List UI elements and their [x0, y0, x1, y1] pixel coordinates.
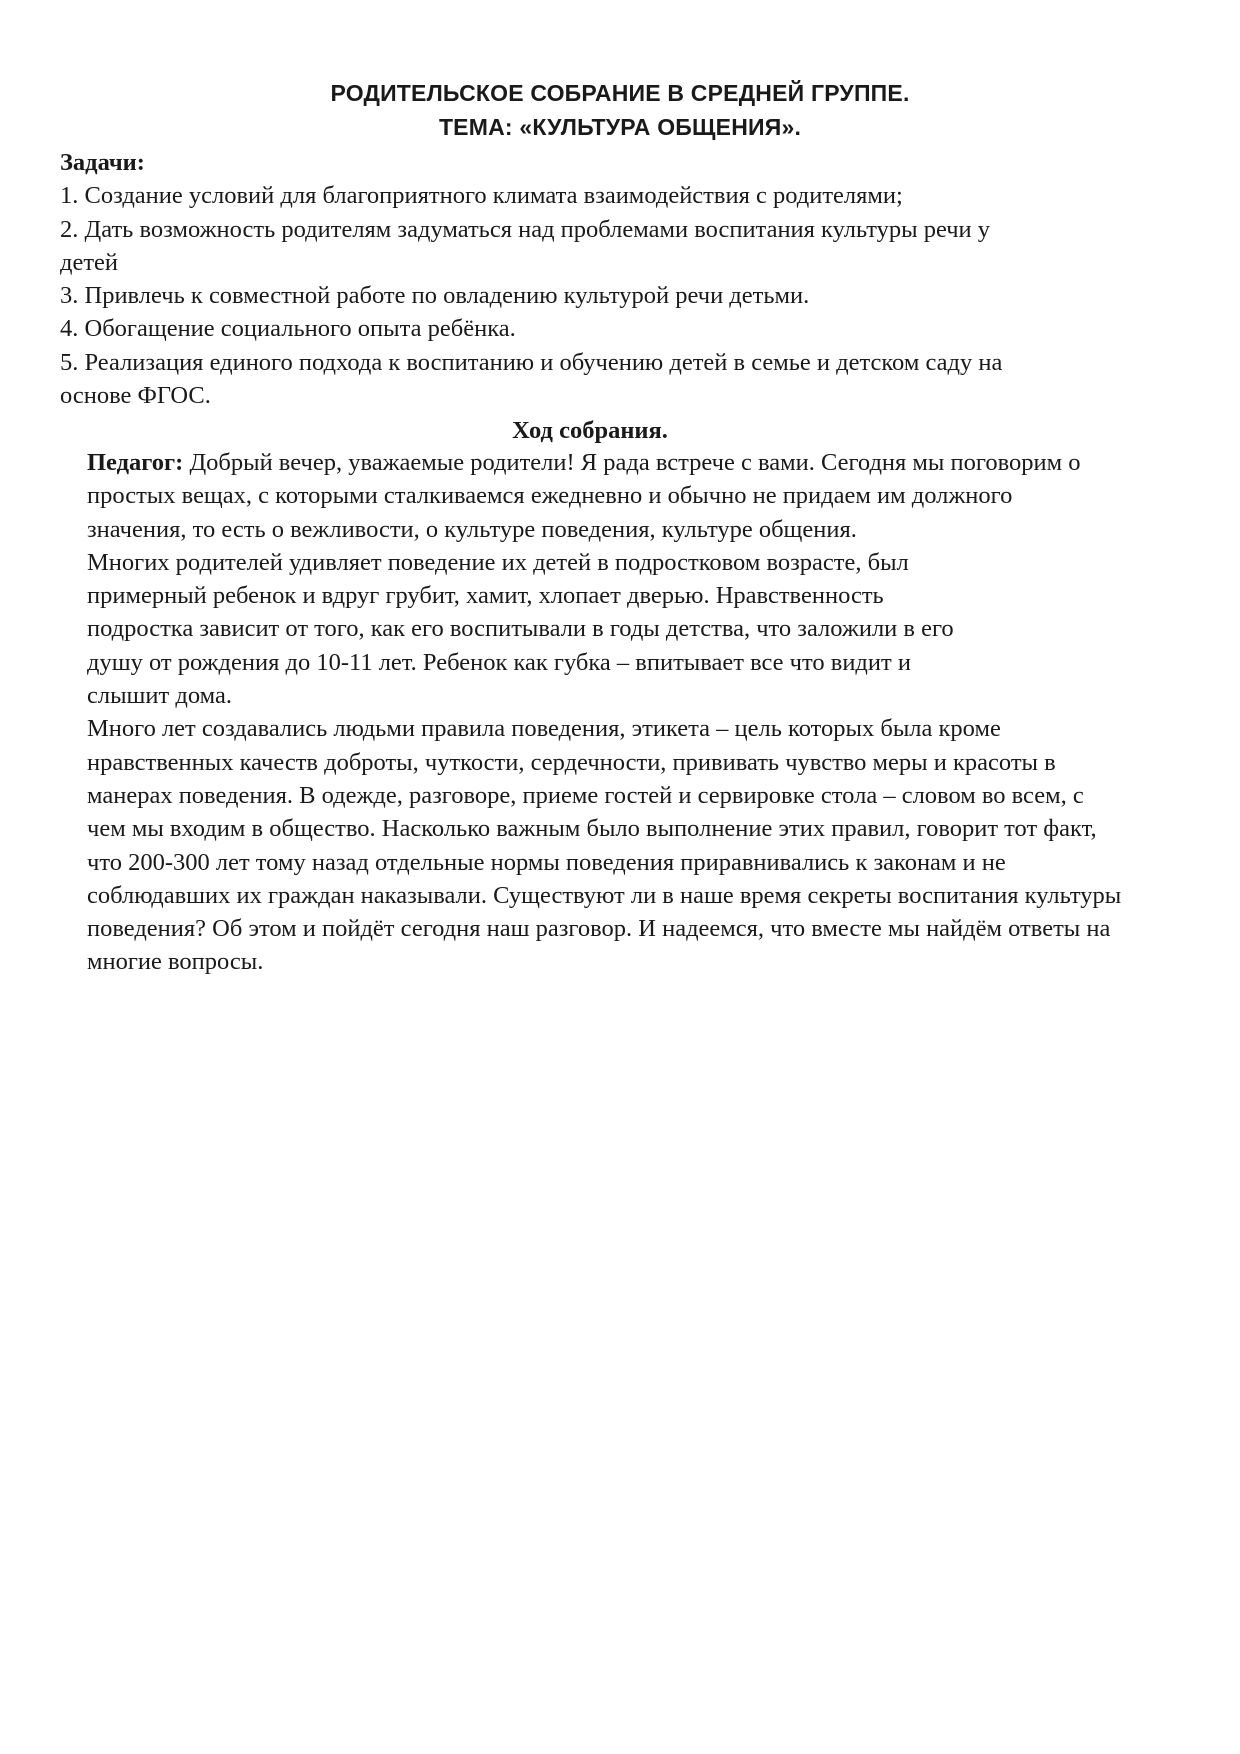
meeting-speech — [87, 446, 1127, 979]
task-item-2 — [60, 213, 1120, 280]
task-text: Создание условий для благоприятного климата взаимодействия с родителями; — [78, 182, 903, 210]
task-number: 5. — [60, 348, 79, 376]
task-text: Обогащение социального опыта ребёнка. — [78, 315, 516, 343]
document-title-line-1: РОДИТЕЛЬСКОЕ СОБРАНИЕ В СРЕДНЕЙ ГРУППЕ. — [330, 80, 910, 106]
speaker-label: Педагог: — [87, 449, 184, 476]
task-text: Привлечь к совместной работе по овладению культурой речи детьми. — [78, 282, 810, 310]
task-number: 1. — [60, 182, 79, 210]
tasks-section — [60, 146, 1120, 448]
task-item-3 — [60, 279, 1120, 312]
task-item-5 — [60, 346, 1120, 413]
task-number: 3. — [60, 282, 79, 310]
task-item-4 — [60, 312, 1120, 345]
task-number: 2. — [60, 215, 79, 243]
speech-paragraph-2: Многих родителей удивляет поведение их детей в подростковом возрасте, был примерный ребенок и вдруг грубит, хамит, хлопает дверью. Нравственность подростка зависит от того, как его воспитывали в годы детства, что заложили в его душу от рождения до 10-11 лет. Ребенок как губка – впитывает все что видит и слышит дома. — [87, 548, 954, 710]
speech-paragraph-1 — [87, 446, 1127, 546]
task-item-1 — [60, 179, 1120, 212]
task-text: Дать возможность родителям задуматься над проблемами воспитания культуры речи у детей — [60, 215, 991, 276]
task-number: 4. — [60, 315, 79, 343]
meeting-heading: Ход собрания. — [512, 417, 668, 445]
tasks-heading: Задачи: — [60, 149, 145, 176]
speech-text: Добрый вечер, уважаемые родители! Я рада встрече с вами. Сегодня мы поговорим о простых вещах, с которыми сталкиваемся ежедневно и обычно не придаем им должного значения, то есть о вежливости, о культуре поведения, культуре общения. — [87, 449, 1081, 543]
document-title-line-2: ТЕМА: «КУЛЬТУРА ОБЩЕНИЯ». — [438, 114, 802, 140]
speech-paragraph-3: Много лет создавались людьми правила поведения, этикета – цель которых была кроме нравственных качеств доброты, чуткости, сердечности, прививать чувство меры и красоты в манерах поведения. В одежде, разговоре, приеме гостей и сервировке стола – словом во всем, с чем мы входим в общество. Насколько важным было выполнение этих правил, говорит тот факт, что 200-300 лет тому назад отдельные нормы поведения приравнивались к законам и не соблюдавших их граждан наказывали. Существуют ли в наше время секреты воспитания культуры поведения? Об этом и пойдёт сегодня наш разговор. И надеемся, что вместе мы найдём ответы на многие вопросы. — [87, 715, 1122, 976]
task-text: Реализация единого подхода к воспитанию и обучению детей в семье и детском саду на основе ФГОС. — [60, 348, 1003, 410]
